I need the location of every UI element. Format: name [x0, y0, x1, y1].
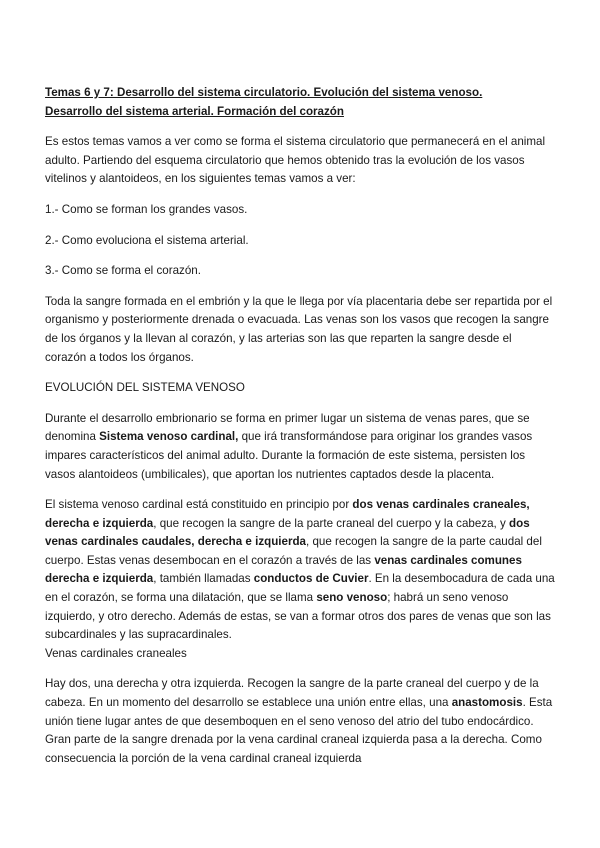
- dev-text-2: que irá transformándose para originar los grandes vasos impares característicos del animal adulto. Durante la formación de este sistema, persisten los vasos alantoideos (umbilicales), que aportan los nutrientes captados desde la placenta.: [45, 430, 533, 481]
- list-item-2: 2.- Como evoluciona el sistema arterial.: [45, 233, 249, 247]
- card-text-6: ; habrá un seno venoso izquierdo, y otro derecho. Además de estas, se van a formar otros dos pares de venas que son las subcardinales y las supracardinales.: [45, 591, 551, 642]
- last-bold-1: anastomosis: [451, 696, 523, 710]
- document-heading: [45, 84, 556, 121]
- card-text-1: El sistema venoso cardinal está constituido en principio por: [45, 498, 353, 512]
- dev-bold-1: Sistema venoso cardinal,: [99, 430, 239, 444]
- card-bold-2: dos venas cardinales caudales, derecha e izquierda: [45, 516, 530, 549]
- card-text-4: , también llamadas: [153, 572, 254, 586]
- card-bold-4: conductos de Cuvier: [253, 572, 369, 586]
- development-paragraph: [45, 410, 556, 484]
- heading-line-1: Temas 6 y 7: Desarrollo del sistema circulatorio. Evolución del sistema venoso.: [45, 86, 483, 99]
- last-text-1: Hay dos, una derecha y otra izquierda. Recogen la sangre de la parte craneal del cuerpo y de la cabeza. En un momento del desarrollo se establece una unión entre ellas, una: [45, 677, 539, 710]
- subheading: Venas cardinales craneales: [45, 646, 187, 660]
- heading-line-2: Desarrollo del sistema arterial. Formación del corazón: [45, 104, 344, 118]
- card-bold-3: venas cardinales comunes derecha e izquierda: [45, 553, 522, 586]
- card-text-2: , que recogen la sangre de la parte craneal del cuerpo y la cabeza, y: [153, 516, 510, 530]
- dev-text-1: Durante el desarrollo embrionario se forma en primer lugar un sistema de venas pares, que se denomina: [45, 411, 530, 444]
- list-item-1: 1.- Como se forman los grandes vasos.: [45, 202, 248, 216]
- intro-paragraph: Es estos temas vamos a ver como se forma el sistema circulatorio que permanecerá en el animal adulto. Partiendo del esquema circulatorio que hemos obtenido tras la evolución de los vasos vitelinos y alantoideos, en los siguientes temas vamos a ver:: [45, 135, 546, 186]
- card-text-5: . En la desembocadura de cada una en el corazón, se forma una dilatación, que se llama: [45, 572, 555, 605]
- card-text-3: , que recogen la sangre de la parte caudal del cuerpo. Estas venas desembocan en el corazón a través de las: [45, 535, 542, 567]
- list-item-3: 3.- Como se forma el corazón.: [45, 264, 201, 278]
- blood-paragraph: Toda la sangre formada en el embrión y la que le llega por vía placentaria debe ser repartida por el organismo y posteriormente drenada o evacuada. Las venas son los vasos que recogen la sangre de los órganos y la llevan al corazón, y las arterias son las que reparten la sangre desde el corazón a todos los órganos.: [45, 294, 553, 364]
- last-text-2: . Esta unión tiene lugar antes de que desemboquen en el seno venoso del atrio del tubo endocárdico. Gran parte de la sangre drenada por la vena cardinal craneal izquierda pasa a la derecha. Como consecuencia la porción de la vena cardinal craneal izquierda: [45, 696, 553, 765]
- card-bold-1: dos venas cardinales craneales, derecha e izquierda: [45, 498, 530, 530]
- card-bold-5: seno venoso: [316, 591, 388, 605]
- section-title: EVOLUCIÓN DEL SISTEMA VENOSO: [45, 381, 245, 395]
- cardinal-paragraph: [45, 496, 556, 645]
- last-paragraph: [45, 675, 556, 768]
